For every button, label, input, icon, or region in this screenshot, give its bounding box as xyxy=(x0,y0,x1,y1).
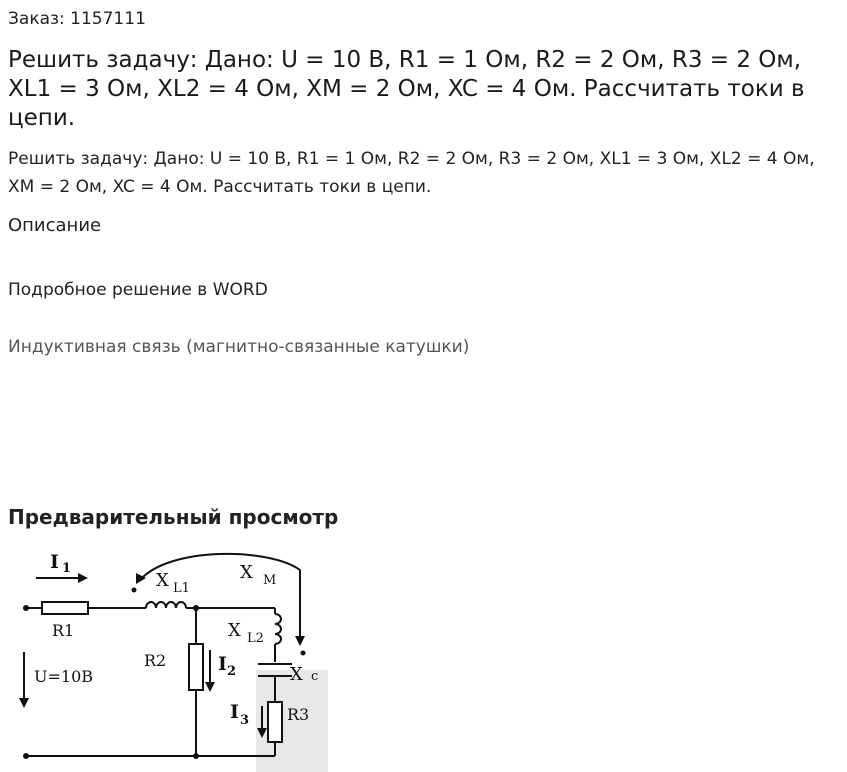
r1-label: R1 xyxy=(52,621,75,640)
i3-label: I xyxy=(230,701,239,723)
i2-sub: 2 xyxy=(227,664,237,679)
circuit-preview-image xyxy=(0,540,340,772)
xl1-sub: L1 xyxy=(173,581,190,596)
xm-label: X xyxy=(240,562,253,583)
xl2-sub: L2 xyxy=(247,631,264,646)
task-description: Решить задачу: Дано: U = 10 В, R1 = 1 Ом, R2 = 2 Ом, R3 = 2 Ом, XL1 = 3 Ом, XL2 = 4 Ом, XM = 2 Ом, XC = 4 Ом. Рассчитать токи в цепи. xyxy=(8,149,815,197)
solution-note: Подробное решение в WORD xyxy=(8,280,268,300)
description-label: Описание xyxy=(8,215,102,236)
i1-label: I xyxy=(50,551,59,573)
r2-label: R2 xyxy=(144,651,167,670)
page-title: Решить задачу: Дано: U = 10 В, R1 = 1 Ом, R2 = 2 Ом, R3 = 2 Ом, XL1 = 3 Ом, XL2 = 4 Ом, XM = 2 Ом, XC = 4 Ом. Рассчитать токи в цепи. xyxy=(8,47,805,131)
i3-sub: 3 xyxy=(240,713,250,728)
xm-sub: M xyxy=(263,573,277,588)
i2-label: I xyxy=(218,653,227,675)
preview-heading: Предварительный просмотр xyxy=(8,505,339,529)
xl2-label: X xyxy=(228,620,241,641)
category-link[interactable]: Индуктивная связь (магнитно-связанные катушки) xyxy=(8,337,470,357)
voltage-label: U=10B xyxy=(34,667,94,686)
xc-sub: c xyxy=(311,669,319,684)
i1-sub: 1 xyxy=(62,561,72,576)
r3-label: R3 xyxy=(287,705,310,724)
xl1-label: X xyxy=(156,570,169,591)
order-number: Заказ: 1157111 xyxy=(8,9,146,29)
xc-label: X xyxy=(290,664,303,685)
